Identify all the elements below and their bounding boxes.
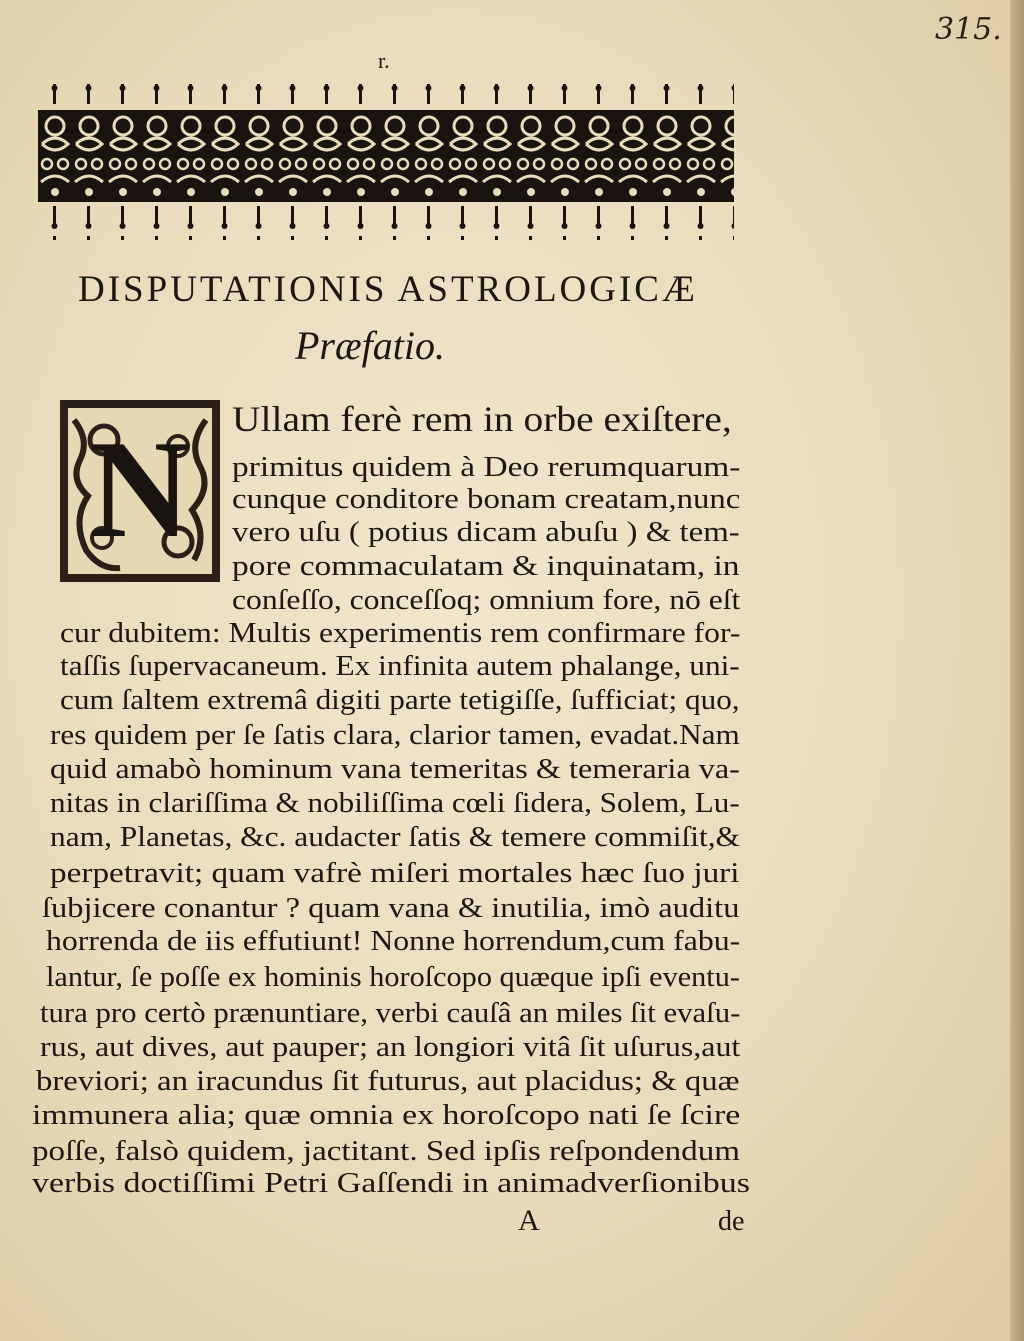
drop-cap-letter: N — [89, 412, 191, 567]
treatise-title: DISPUTATIONIS ASTROLOGICÆ — [78, 269, 698, 310]
text-line: cunque conditore bonam creatam,nunc — [232, 483, 741, 515]
text-line: poſſe, falsò quidem, jactitant. Sed ipſis reſpondendum — [32, 1135, 740, 1167]
text-line: res quidem per ſe ſatis clara, clarior tamen, evadat.Nam — [50, 719, 740, 751]
text-line: perpetravit; quam vafrè miſeri mortales hæc ſuo juri — [50, 857, 740, 889]
catchword: de — [718, 1206, 745, 1237]
text-line: verbis doctiſſimi Petri Gaſſendi in animadverſionibus — [32, 1167, 750, 1199]
text-line: horrenda de iis effutiunt! Nonne horrendum,cum fabu- — [46, 925, 741, 957]
section-heading: Præfatio. — [294, 323, 446, 368]
text-line: cur dubitem: Multis experimentis rem confirmare for- — [60, 617, 741, 649]
text-line: pore commaculatam & inquinatam, in — [232, 550, 740, 582]
folio-number: 315. — [935, 12, 1002, 47]
text-line: nitas in clariſſima & nobiliſſima cœli ſidera, Solem, Lu- — [50, 787, 740, 819]
text-line: Ullam ferè rem in orbe exiſtere, — [232, 399, 732, 439]
text-line: tura pro certò prænuntiare, verbi cauſâ an miles ſit evaſu- — [40, 997, 741, 1029]
text-line: primitus quidem à Deo rerumquarum- — [232, 451, 741, 483]
decorated-initial-n — [60, 400, 220, 582]
ornamental-headpiece — [38, 82, 734, 242]
text-line: quid amabò hominum vana temeritas & temeraria va- — [50, 753, 740, 785]
text-line: ſubjicere conantur ? quam vana & inutilia, imò auditu — [42, 892, 740, 924]
page-edge — [1010, 0, 1024, 1341]
signature-letter: A — [518, 1204, 540, 1237]
text-line: conſeſſo, conceſſoq; omnium fore, nō eſt — [232, 584, 741, 616]
text-line: lantur, ſe poſſe ex hominis horoſcopo quæque ipſi eventu- — [46, 961, 740, 993]
text-line: nam, Planetas, &c. audacter ſatis & temere commiſit,& — [50, 821, 740, 853]
text-line: cum ſaltem extremâ digiti parte tetigiſſe, ſufficiat; quo, — [60, 684, 740, 716]
signature-mark: r. — [378, 48, 390, 73]
text-line: breviori; an iracundus ſit futurus, aut placidus; & quæ — [36, 1065, 740, 1097]
text-line: immunera alia; quæ omnia ex horoſcopo nati ſe ſcire — [32, 1099, 741, 1131]
text-line: rus, aut dives, aut pauper; an longiori vitâ ſit uſurus,aut — [40, 1031, 741, 1063]
text-line: vero uſu ( potius dicam abuſu ) & tem- — [232, 516, 740, 548]
text-line: taſſis ſupervacaneum. Ex infinita autem phalange, uni- — [60, 650, 740, 682]
